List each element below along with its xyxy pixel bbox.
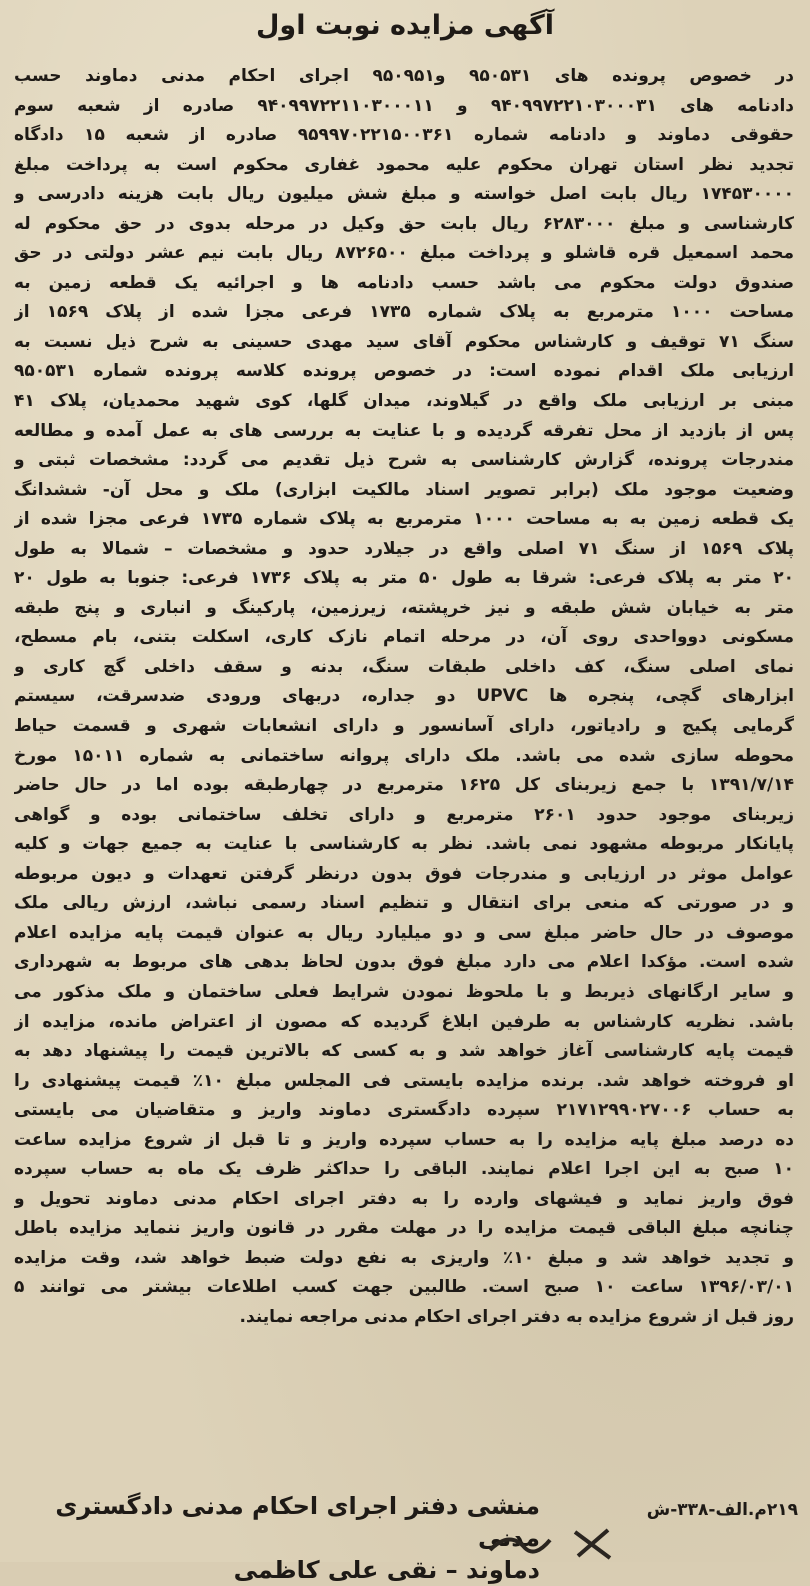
notice-line: تجدید نظر استان تهران محکوم علیه محمود غفاری محکوم است به پرداخت مبلغ <box>14 154 794 175</box>
notice-line: ۱۰ صبح به این اجرا اعلام نمایند. الباقی را حداکثر ظرف یک ماه به حساب سپرده <box>14 1159 794 1180</box>
notice-line: مندرجات پرونده، گزارش کارشناسی به شرح ذیل تقدیم می گردد: مشخصات ثبتی و <box>14 450 794 471</box>
notice-line: وضعیت موجود ملک (برابر تصویر اسناد مالکیت ابزاری) ملک و محل آن- ششدانگ <box>14 479 794 500</box>
notice-line: او فروخته خواهد شد. برنده مزایده بایستی فی المجلس مبلغ ۱۰٪ قیمت پیشنهادی را <box>14 1070 794 1091</box>
notice-line: و تجدید خواهد شد و مبلغ ۱۰٪ واریزی به نفع دولت ضبط خواهد شد، وقت مزایده <box>14 1247 794 1268</box>
notice-line: روز قبل از شروع مزایده به دفتر اجرای احکام مدنی مراجعه نمایند. <box>239 1306 794 1327</box>
notice-line: سنگ ۷۱ توقیف و کارشناس محکوم آقای سید مهدی حسینی به شرح ذیل نسبت به <box>14 331 794 352</box>
notice-line: ده درصد مبلغ پایه مزایده را به حساب سپرده واریز و تا قبل از شروع مزایده ساعت <box>14 1129 794 1150</box>
notice-line: محوطه سازی شده می باشد. ملک دارای پروانه ساختمانی به شماره ۱۵۰۱۱ مورخ <box>14 745 794 766</box>
notice-line: ارزیابی ملک اقدام نموده است: در خصوص پرونده کلاسه پرونده شماره ۹۵۰۵۳۱ <box>14 361 794 382</box>
notice-line: موصوف در حال حاضر مبلغ سی و دو میلیارد ریال به عنوان قیمت پایه مزایده اعلام <box>14 922 794 943</box>
notice-line: فوق واریز نماید و فیشهای وارده را به دفتر اجرای احکام مدنی دماوند تحویل و <box>14 1188 794 1209</box>
notice-line: ۱۳۹۶/۰۳/۰۱ ساعت ۱۰ صبح است. طالبین جهت کسب اطلاعات بیشتر می توانند ۵ <box>14 1277 794 1298</box>
notice-line: محمد اسمعیل قره قاشلو و پرداخت مبلغ ۸۷۲۶۵۰۰ ریال بابت نیم عشر دولتی در حق <box>14 243 794 264</box>
notice-line: دادنامه های ۹۴۰۹۹۷۲۲۱۰۳۰۰۰۳۱ و ۹۴۰۹۹۷۲۲۱۱۰۳۰۰۰۱۱ صادره از شعبه سوم <box>14 95 794 116</box>
notice-line: ابزارهای گچی، پنجره ها UPVC دو جداره، دربهای ورودی ضدسرقت، سیستم <box>14 686 794 707</box>
notice-line: پایانکار مربوطه مشهود نمی باشد. نظر به کارشناسی با عنایت به جمیع جهات و کلیه <box>14 834 794 855</box>
signer-name: دماوند – نقی علی کاظمی <box>233 1556 540 1584</box>
notice-line: باشد. نظریه کارشناس به طرفین ابلاغ گردیده که مصون از اعتراض مانده، مزایده از <box>14 1011 794 1032</box>
notice-line: پلاک ۱۵۶۹ از سنگ ۷۱ اصلی واقع در جیلارد حدود و مشخصات – شمالا به طول <box>14 538 794 559</box>
notice-line: شده است. مؤکدا اعلام می دارد مبلغ فوق بدون لحاظ بدهی های مربوط به شهرداری <box>14 952 794 973</box>
reference-number: ۲۱۹م.الف-۳۳۸-ش <box>646 1500 798 1520</box>
notice-line: ۱۳۹۱/۷/۱۴ با جمع زیربنای کل ۱۶۲۵ مترمربع در چهارطبقه بوده اما در حال حاضر <box>14 775 794 796</box>
notice-body <box>14 62 794 1333</box>
notice-line: و سایر ارگانهای ذیربط و با ملحوظ نمودن شرایط فعلی ساختمان و ملک مذکور می <box>14 981 794 1002</box>
signer-title: منشی دفتر اجرای احکام مدنی دادگستری مدنی <box>55 1492 540 1552</box>
handwritten-marks <box>480 1520 640 1562</box>
notice-line: نمای اصلی سنگ، کف داخلی طبقات سنگ، بدنه و سقف داخلی گچ کاری و <box>14 656 794 677</box>
notice-line: گرمایی پکیج و رادیاتور، دارای آسانسور و دارای انشعابات شهری و قسمت حیاط <box>14 716 794 737</box>
notice-line: و در صورتی که منعی برای انتقال و تنظیم اسناد رسمی نباشد، ارزش ریالی ملک <box>14 893 794 914</box>
notice-line: صندوق دولت محکوم می باشد حسب دادنامه ها و اجرائیه یک قطعه زمین به <box>14 272 794 293</box>
notice-line: مسکونی دوواحدی روی آن، در مرحله اتمام نازک کاری، اسکلت بتنی، بام مسطح، <box>14 627 794 648</box>
notice-line: زیربنای موجود حدود ۲۶۰۱ مترمربع و دارای تخلف ساختمانی بوده و گواهی <box>14 804 794 825</box>
notice-line: عوامل موثر در ارزیابی و مندرجات فوق بدون درنظر گرفتن تعهدات و دیون مربوطه <box>14 863 794 884</box>
notice-line: متر به خیابان شش طبقه و نیز خرپشته، زیرزمین، پارکینگ و انباری و پنج طبقه <box>14 597 794 618</box>
notice-title: آگهی مزایده نوبت اول <box>256 10 554 41</box>
notice-line: قیمت پایه کارشناسی آغاز خواهد شد و به کسی که بالاترین قیمت را پیشنهاد دهد به <box>14 1041 794 1062</box>
notice-line: یک قطعه زمین به به مساحت ۱۰۰۰ مترمربع به پلاک شماره ۱۷۳۵ فرعی مجزا شده از <box>14 509 794 530</box>
notice-line: در خصوص پرونده های ۹۵۰۵۳۱ و۹۵۰۹۵۱ اجرای احکام مدنی دماوند حسب <box>14 66 794 86</box>
notice-line: ۱۷۴۵۳۰۰۰۰ ریال بابت اصل خواسته و مبلغ شش میلیون ریال بابت هزینه دادرسی و <box>14 184 794 205</box>
notice-line: به حساب ۲۱۷۱۲۹۹۰۲۷۰۰۶ سپرده دادگستری دماوند واریز و متقاضیان می بایستی <box>14 1100 794 1121</box>
notice-line: پس از بازدید از محل تفرقه گردیده و با عنایت به بررسی های به عمل آمده و مطالعه <box>14 420 794 441</box>
notice-line: ۲۰ متر به پلاک فرعی: شرقا به طول ۵۰ متر به پلاک ۱۷۳۶ فرعی: جنوبا به طول ۲۰ <box>14 568 794 589</box>
notice-line: مساحت ۱۰۰۰ مترمربع به پلاک شماره ۱۷۳۵ فرعی مجزا شده از پلاک ۱۵۶۹ از <box>14 302 794 323</box>
notice-line: چنانچه مبلغ الباقی قیمت مزایده را در مهلت مقرر در قانون واریز ننماید مزایده باطل <box>14 1218 794 1239</box>
notice-line: حقوقی دماوند و دادنامه شماره ۹۵۹۹۷۰۲۲۱۵۰۰۳۶۱ صادره از شعبه ۱۵ دادگاه <box>14 125 794 146</box>
notice-line: مبنی بر ارزیابی ملک واقع در گیلاوند، میدان گلها، کوی شهید محمدیان، پلاک ۴۱ <box>14 391 794 412</box>
notice-line: کارشناسی و مبلغ ۶۲۸۳۰۰۰ ریال بابت حق وکیل در مرحله بدوی در حق محکوم له <box>14 213 794 234</box>
signature-block <box>40 1490 540 1586</box>
